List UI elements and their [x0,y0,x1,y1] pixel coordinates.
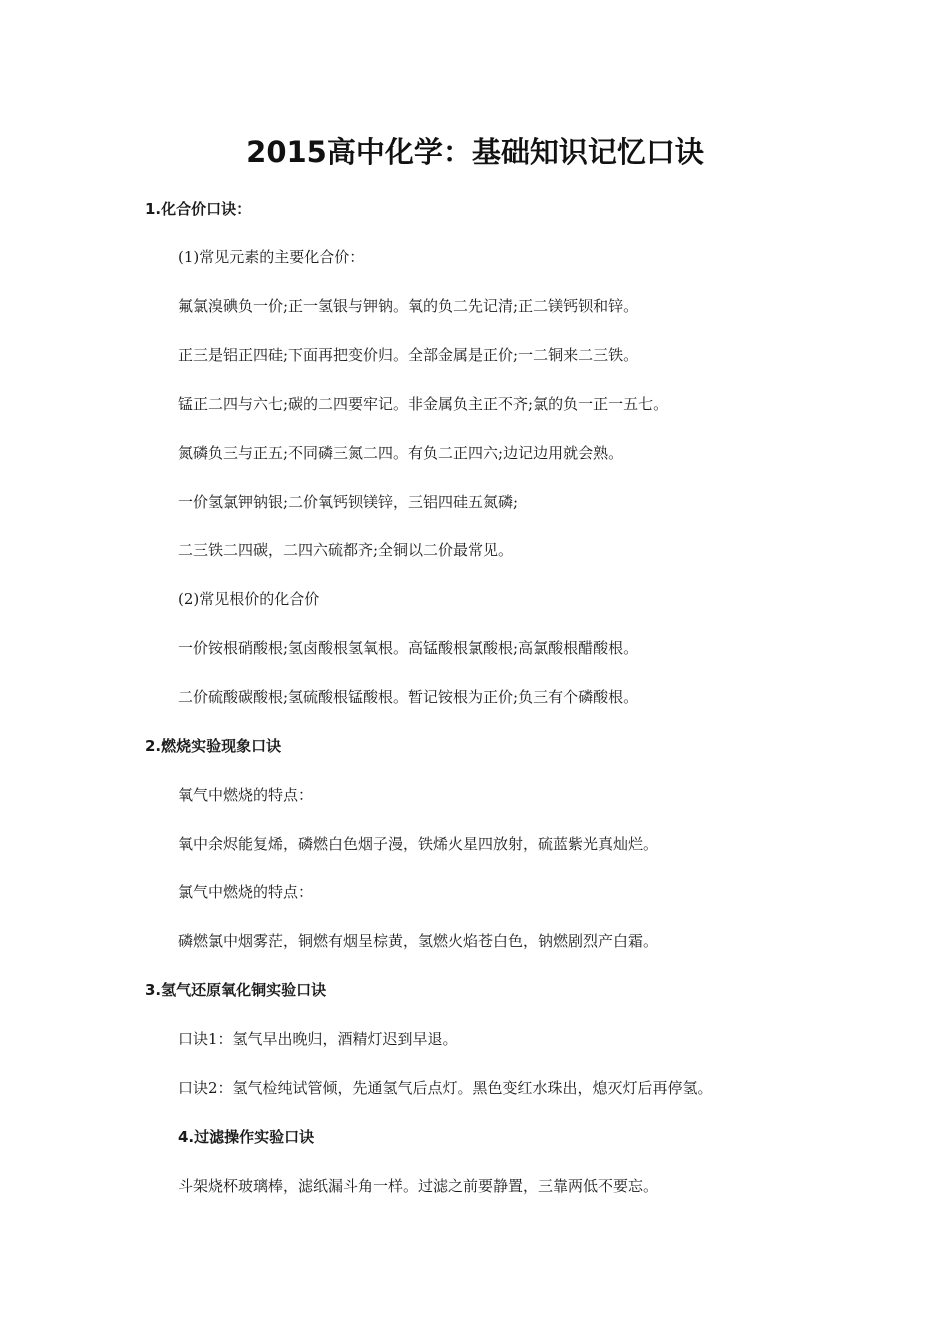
section-heading-combustion: 2.燃烧实验现象口诀 [145,737,282,755]
paragraph: 氧气中燃烧的特点： [178,786,314,804]
paragraph: 正三是铝正四硅;下面再把变价归。全部金属是正价;一二铜来二三铁。 [178,346,639,364]
paragraph: 氧中余烬能复烯，磷燃白色烟子漫，铁烯火星四放射，硫蓝紫光真灿烂。 [178,835,659,853]
paragraph: 氯气中燃烧的特点： [178,883,314,901]
paragraph: 氮磷负三与正五;不同磷三氮二四。有负二正四六;边记边用就会熟。 [178,444,624,462]
section-heading-hydrogen-reduction: 3.氢气还原氧化铜实验口诀 [145,981,327,999]
paragraph: 二三铁二四碳，二四六硫都齐;全铜以二价最常见。 [178,541,514,559]
section-heading-filtration: 4.过滤操作实验口诀 [178,1128,315,1146]
paragraph: 一价铵根硝酸根;氢卤酸根氢氧根。高锰酸根氯酸根;高氯酸根醋酸根。 [178,639,639,657]
paragraph: 口诀2：氢气检纯试管倾，先通氢气后点灯。黑色变红水珠出，熄灭灯后再停氢。 [178,1079,713,1097]
paragraph: (1)常见元素的主要化合价： [178,248,365,266]
paragraph: (2)常见根价的化合价 [178,590,320,608]
document-title: 2015高中化学：基础知识记忆口诀 [246,135,704,169]
paragraph: 口诀1：氢气早出晚归，酒精灯迟到早退。 [178,1030,458,1048]
paragraph: 一价氢氯钾钠银;二价氧钙钡镁锌，三铝四硅五氮磷; [178,493,519,511]
paragraph: 锰正二四与六七;碳的二四要牢记。非金属负主正不齐;氯的负一正一五七。 [178,395,669,413]
paragraph: 斗架烧杯玻璃棒，滤纸漏斗角一样。过滤之前要静置，三靠两低不要忘。 [178,1177,659,1195]
paragraph: 二价硫酸碳酸根;氢硫酸根锰酸根。暂记铵根为正价;负三有个磷酸根。 [178,688,639,706]
section-heading-valence: 1.化合价口诀： [145,200,252,218]
paragraph: 氟氯溴碘负一价;正一氢银与钾钠。氧的负二先记清;正二镁钙钡和锌。 [178,297,639,315]
paragraph: 磷燃氯中烟雾茫，铜燃有烟呈棕黄，氢燃火焰苍白色，钠燃剧烈产白霜。 [178,932,659,950]
